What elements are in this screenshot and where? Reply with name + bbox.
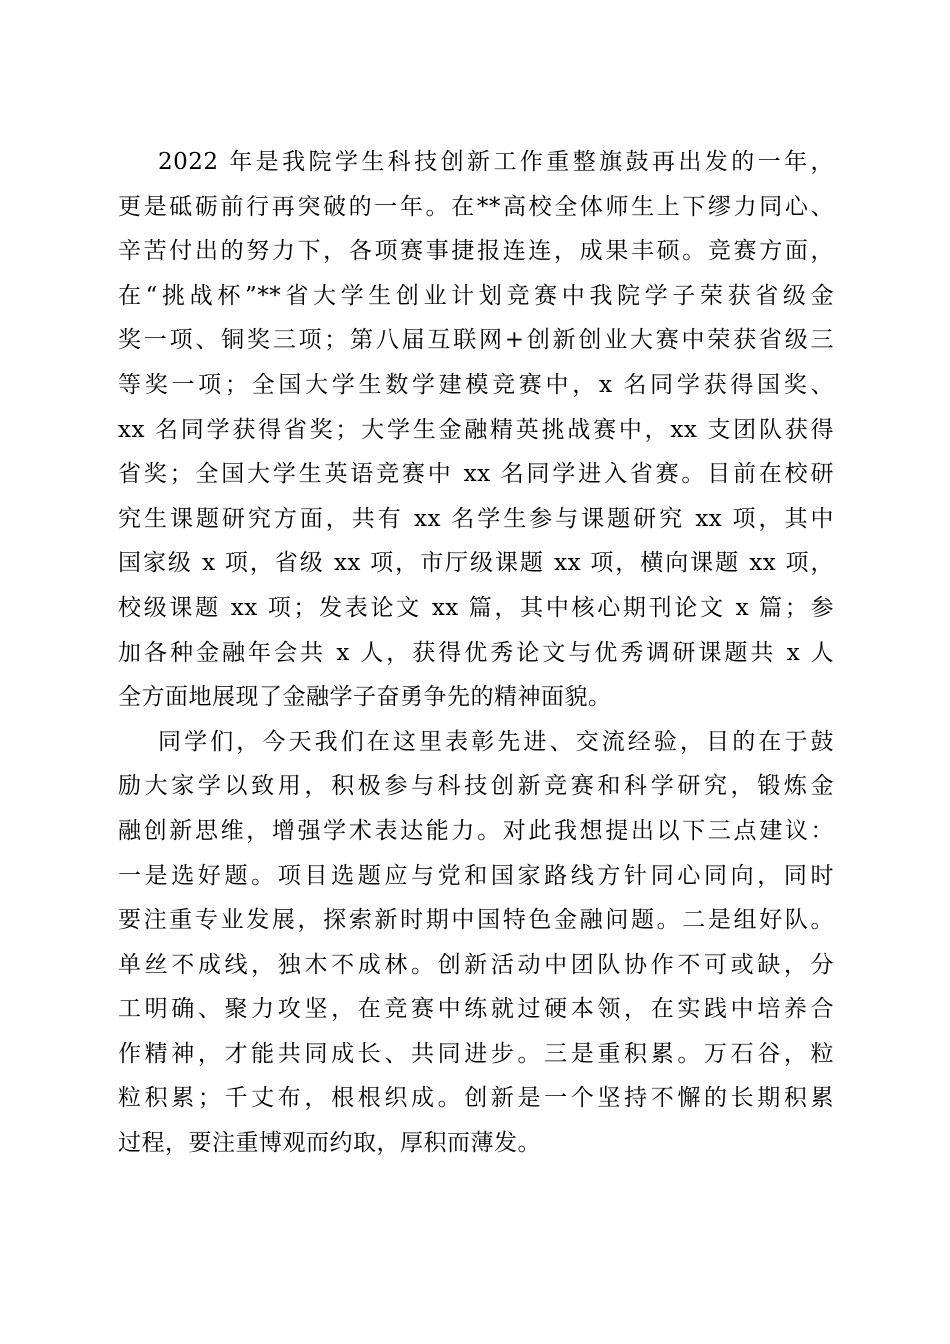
paragraph-line: 全方面地展现了金融学子奋勇争先的精神面貌。 xyxy=(118,684,612,711)
paragraph-line: 究生课题研究方面，共有 xx 名学生参与课题研究 xx 项，其中 xyxy=(118,505,834,532)
document-body xyxy=(118,140,834,1166)
paragraph-line: 国家级 x 项，省级 xx 项，市厅级课题 xx 项，横向课题 xx 项， xyxy=(118,550,834,577)
paragraph-line: xx 名同学获得省奖；大学生金融精英挑战赛中，xx 支团队获得 xyxy=(118,416,834,443)
paragraph-1 xyxy=(118,140,834,720)
paragraph-line: 辛苦付出的努力下，各项赛事捷报连连，成果丰硕。竞赛方面， xyxy=(118,238,834,265)
paragraph-line: 更是砥砺前行再突破的一年。在**高校全体师生上下缪力同心、 xyxy=(118,193,834,220)
paragraph-line: 等奖一项；全国大学生数学建模竞赛中，x 名同学获得国奖、 xyxy=(118,371,834,398)
paragraph-line: 校级课题 xx 项；发表论文 xx 篇，其中核心期刊论文 x 篇；参 xyxy=(118,594,834,621)
paragraph-line: 2022 年是我院学生科技创新工作重整旗鼓再出发的一年， xyxy=(158,149,834,175)
paragraph-line: 粒积累；千丈布，根根织成。创新是一个坚持不懈的长期积累 xyxy=(118,1085,834,1112)
paragraph-line: 同学们，今天我们在这里表彰先进、交流经验，目的在于鼓 xyxy=(158,728,834,755)
paragraph-line: 工明确、聚力攻坚，在竞赛中练就过硬本领，在实践中培养合 xyxy=(118,996,834,1023)
paragraph-line: 作精神，才能共同成长、共同进步。三是重积累。万石谷，粒 xyxy=(118,1040,834,1067)
paragraph-line: 加各种金融年会共 x 人，获得优秀论文与优秀调研课题共 x 人 xyxy=(118,639,834,666)
paragraph-line: 要注重专业发展，探索新时期中国特色金融问题。二是组好队。 xyxy=(118,907,834,934)
paragraph-2 xyxy=(118,720,834,1166)
paragraph-line: 励大家学以致用，积极参与科技创新竞赛和科学研究，锻炼金 xyxy=(118,773,834,800)
paragraph-line: 省奖；全国大学生英语竞赛中 xx 名同学进入省赛。目前在校研 xyxy=(118,461,834,488)
paragraph-line: 单丝不成线，独木不成林。创新活动中团队协作不可或缺，分 xyxy=(118,951,834,978)
paragraph-line: 过程，要注重博观而约取，厚积而薄发。 xyxy=(118,1130,541,1157)
paragraph-line: 奖一项、铜奖三项；第八届互联网+创新创业大赛中荣获省级三 xyxy=(118,327,834,354)
paragraph-line: 融创新思维，增强学术表达能力。对此我想提出以下三点建议： xyxy=(118,817,834,844)
paragraph-line: 在“挑战杯”**省大学生创业计划竞赛中我院学子荣获省级金 xyxy=(118,282,834,309)
paragraph-line: 一是选好题。项目选题应与党和国家路线方针同心同向，同时 xyxy=(118,862,834,889)
